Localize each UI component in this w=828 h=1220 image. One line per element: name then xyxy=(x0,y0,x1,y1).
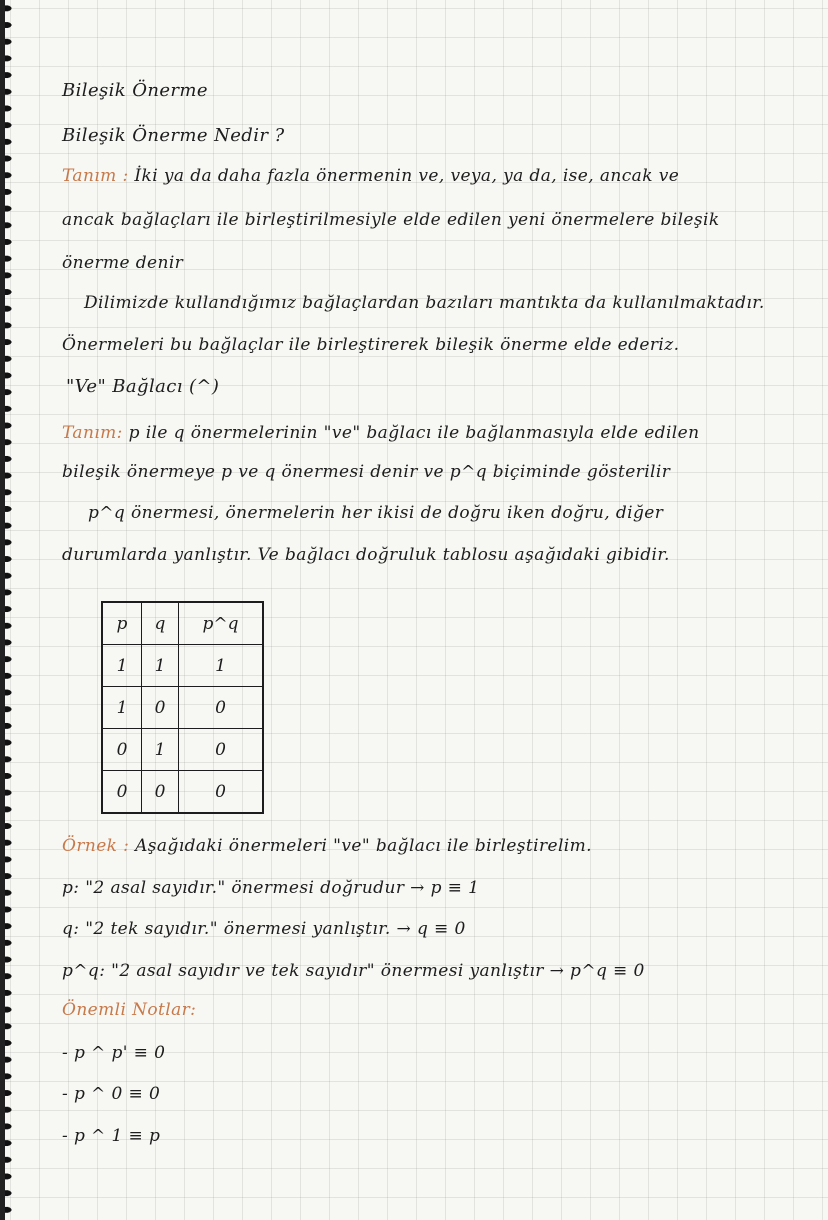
table-cell: 1 xyxy=(179,645,264,687)
spiral-binding xyxy=(0,0,22,1220)
table-cell: 0 xyxy=(142,771,179,814)
ve-heading: "Ve" Bağlacı (^) xyxy=(66,376,220,397)
definition1-line2: ancak bağlaçları ile birleştirilmesiyle elde edilen yeni önermelere bileşik xyxy=(62,210,720,230)
definition2-line3: p^q önermesi, önermelerin her ikisi de doğru iken doğru, diğer xyxy=(88,503,664,523)
section-subtitle: Bileşik Önerme Nedir ? xyxy=(62,125,285,146)
table-cell: 1 xyxy=(142,729,179,771)
table-header-cell: p^q xyxy=(179,602,264,645)
table-cell: 0 xyxy=(179,729,264,771)
truth-table xyxy=(101,601,264,814)
table-cell: 0 xyxy=(102,729,142,771)
example-pq-line: p^q: "2 asal sayıdır ve tek sayıdır" önermesi yanlıştır → p^q ≡ 0 xyxy=(62,961,645,981)
page-title: Bileşik Önerme xyxy=(62,80,208,101)
definition2-line4: durumlarda yanlıştır. Ve bağlacı doğruluk tablosu aşağıdaki gibidir. xyxy=(62,545,670,565)
table-cell: 1 xyxy=(102,645,142,687)
table-header-cell: q xyxy=(142,602,179,645)
definition1-text1: İki ya da daha fazla önermenin ve, veya, ya da, ise, ancak ve xyxy=(134,166,680,186)
definition2-line2: bileşik önermeye p ve q önermesi denir ve p^q biçiminde gösterilir xyxy=(62,462,671,482)
table-cell: 0 xyxy=(142,687,179,729)
definition2-text1: p ile q önermelerinin "ve" bağlacı ile bağlanmasıyla elde edilen xyxy=(128,423,700,443)
table-header-row xyxy=(102,602,263,645)
note-item: - p ^ 0 ≡ 0 xyxy=(62,1084,161,1104)
example-label: Örnek : xyxy=(62,836,130,856)
note-item: - p ^ p' ≡ 0 xyxy=(62,1043,166,1063)
table-cell: 0 xyxy=(179,771,264,814)
example-intro-line xyxy=(62,836,592,856)
table-row xyxy=(102,687,263,729)
definition1-label: Tanım : xyxy=(62,166,129,186)
example-intro: Aşağıdaki önermeleri "ve" bağlacı ile birleştirelim. xyxy=(135,836,592,856)
note-item: - p ^ 1 ≡ p xyxy=(62,1126,161,1146)
definition1-line1 xyxy=(62,166,679,186)
table-row xyxy=(102,645,263,687)
table-cell: 1 xyxy=(142,645,179,687)
table-cell: 1 xyxy=(102,687,142,729)
table-row xyxy=(102,771,263,814)
table-cell: 0 xyxy=(179,687,264,729)
paragraph-line1: Dilimizde kullandığımız bağlaçlardan bazıları mantıkta da kullanılmaktadır. xyxy=(84,293,765,313)
notes-label: Önemli Notlar: xyxy=(62,1000,197,1020)
definition2-line1 xyxy=(62,423,699,443)
definition2-label: Tanım: xyxy=(62,423,123,443)
example-p-line: p: "2 asal sayıdır." önermesi doğrudur → p ≡ 1 xyxy=(62,878,480,898)
example-q-line: q: "2 tek sayıdır." önermesi yanlıştır. → q ≡ 0 xyxy=(62,919,466,939)
definition1-line3: önerme denir xyxy=(62,253,184,273)
table-cell: 0 xyxy=(102,771,142,814)
paragraph-line2: Önermeleri bu bağlaçlar ile birleştirerek bileşik önerme elde ederiz. xyxy=(62,335,680,355)
table-row xyxy=(102,729,263,771)
table-header-cell: p xyxy=(102,602,142,645)
